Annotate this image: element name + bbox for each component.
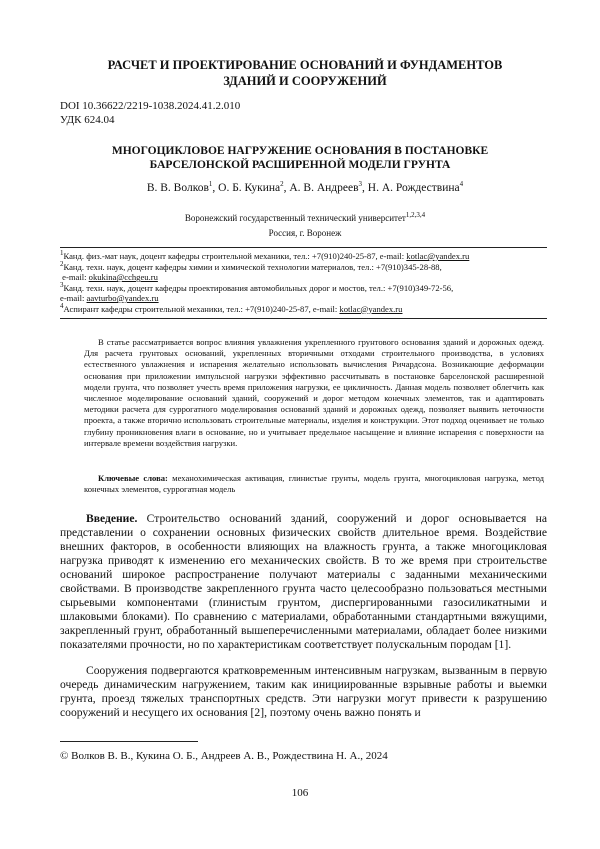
article-title-line1: МНОГОЦИКЛОВОЕ НАГРУЖЕНИЕ ОСНОВАНИЯ В ПОСТАНОВКЕ: [111, 145, 489, 157]
author-note: [60, 280, 547, 294]
section-heading-line2: ЗДАНИЙ И СООРУЖЕНИЙ: [223, 74, 387, 88]
affiliation: [60, 212, 550, 224]
keywords-label: Ключевые слова:: [98, 473, 168, 483]
note-text: Канд. техн. наук, доцент кафедры химии и химической технологии материалов, тел.: +7(910)345-28-88,: [63, 261, 442, 272]
author-name: О. Б. Кукина: [218, 182, 281, 194]
author-name: Н. А. Рождествина: [367, 182, 460, 194]
author-sup: 3: [358, 180, 363, 189]
affiliation-name: Воронежский государственный технический университет: [184, 213, 406, 223]
udk: УДК 624.04: [60, 114, 115, 126]
notes-top-rule: [60, 247, 547, 248]
article-title-line2: БАРСЕЛОНСКОЙ РАСШИРЕННОЙ МОДЕЛИ ГРУНТА: [149, 159, 451, 171]
email-link[interactable]: aavturbo@yandex.ru: [86, 293, 159, 303]
author-note-cont: [60, 293, 547, 304]
keywords-text: механохимическая активация, глинистые грунты, модель грунта, многоцикловая нагрузка, метод конечных элементов, суррогатная модель: [84, 473, 544, 495]
email-link[interactable]: okukina@cchgeu.ru: [88, 272, 158, 282]
email-link[interactable]: kotlac@yandex.ru: [339, 303, 403, 314]
intro-paragraph-1: [60, 512, 547, 652]
author-notes: [60, 251, 547, 314]
notes-bottom-rule: [60, 318, 547, 319]
note-text: Аспирант кафедры строительной механики, тел.: +7(910)240-25-87, e-mail:: [63, 303, 340, 314]
copyright: © Волков В. В., Кукина О. Б., Андреев А. В., Рождествина Н. А., 2024: [60, 750, 388, 762]
note-text: Канд. техн. наук, доцент кафедры проектирования автомобильных дорог и мостов, тел.: +7(910)349-72-56,: [63, 282, 454, 293]
author-sup: 4: [459, 180, 464, 189]
page-number: 106: [291, 787, 309, 799]
author-list: В. В. Волков$^1$, О. Б. Кукина$^2$, А. В. Андреев$^3$, Н. А. Рождествина$^4$: [146, 180, 464, 194]
intro-text: Строительство оснований зданий, сооружений и дорог основывается на представлении о сохранении основных физических свойств длительное время. Воздействие внешних факторов, в особенности влияющих на влажность грунта, а также многоцикловая нагрузка приводят к изменению его механических свойств. В то же время при строительстве оснований широкое распространение получают материалы с заданными механическими свойствами. В производстве закрепленного грунта часто целесообразно пользоваться местными сырьевыми компонентами (глинистым грунтом, диспергированными газосиликатными и шлаковыми блоками). По сравнению с материалами, обработанными стандартными вяжущими, закрепленный грунт, обработанный вышеперечисленными материалами, обладает более низкими показателями прочности, но по характеристикам соответствует полускальным породам [1].: [60, 512, 547, 651]
article-title: [80, 144, 520, 172]
note-prefix: e-mail:: [62, 272, 89, 282]
email-link[interactable]: kotlac@yandex.ru: [406, 251, 470, 261]
author-sup: 1: [208, 180, 213, 189]
note-prefix: e-mail:: [60, 293, 87, 303]
section-heading: [60, 57, 550, 89]
affiliation-sup: 1,2,3,4: [405, 211, 426, 219]
affiliation-location: Россия, г. Воронеж: [268, 228, 342, 238]
author-name: В. В. Волков: [146, 182, 209, 194]
author-note: [60, 301, 547, 315]
note-sup: 2: [60, 259, 64, 268]
section-heading-line1: РАСЧЕТ И ПРОЕКТИРОВАНИЕ ОСНОВАНИЙ И ФУНДАМЕНТОВ: [107, 58, 503, 72]
footnote-rule: [60, 741, 198, 742]
author-note: [60, 251, 547, 262]
note-text: Канд. физ.-мат наук, доцент кафедры строительной механики, тел.: +7(910)240-25-87, e-mail:: [63, 251, 407, 261]
author-name: А. В. Андреев: [289, 182, 359, 194]
note-sup: 4: [60, 301, 64, 310]
intro-paragraph-2: Сооружения подвергаются кратковременным интенсивным нагрузкам, вызванным в первую очередь динамическим нагружением, таким как инициированные взрывные работы и выемки грунта, проезд тяжелых транспортных средств. Эти нагрузки могут привести к разрушению сооружений и несущего их основания [2], поэтому очень важно понять и: [60, 664, 547, 719]
doi: DOI 10.36622/2219-1038.2024.41.2.010: [60, 100, 241, 112]
keywords: [84, 473, 544, 495]
note-sup: 1: [60, 249, 64, 258]
author-note: [60, 259, 547, 273]
author-note-cont: [60, 272, 547, 283]
abstract: В статье рассматривается вопрос влияния увлажнения укрепленного грунтового основания зданий и дорожных одежд. Для расчета грунтовых оснований, укрепленных вторичными отходами строительного производства, в условиях естественного увлажнения и испарения желательно использовать вычисления Ричардсона. Возникающие деформации основания при приложении импульсной нагрузки эффективно рассчитывать в постановке барселонской расширенной модели грунта, что позволяет учесть время приложения нагрузки, ее цикличность. Данная модель позволяет облегчить как численное моделирование оснований зданий, сооружений и дорог методом конечных элементов, так и адаптировать методики расчета для суррогатного моделирования оснований зданий и дорожных одежд, позволяет выявить неточности проекта, а также вторично использовать строительные материалы, изделия и конструкции. Этот подход оценивает не только глубину проникновения влаги в основание, но и учитывает предельное насыщение и влияние испарения с поверхности на интервале времени воздействия нагрузки.: [84, 337, 544, 448]
intro-label: Введение.: [86, 512, 138, 525]
author-sup: 2: [280, 180, 284, 189]
note-sup: 3: [60, 280, 64, 289]
